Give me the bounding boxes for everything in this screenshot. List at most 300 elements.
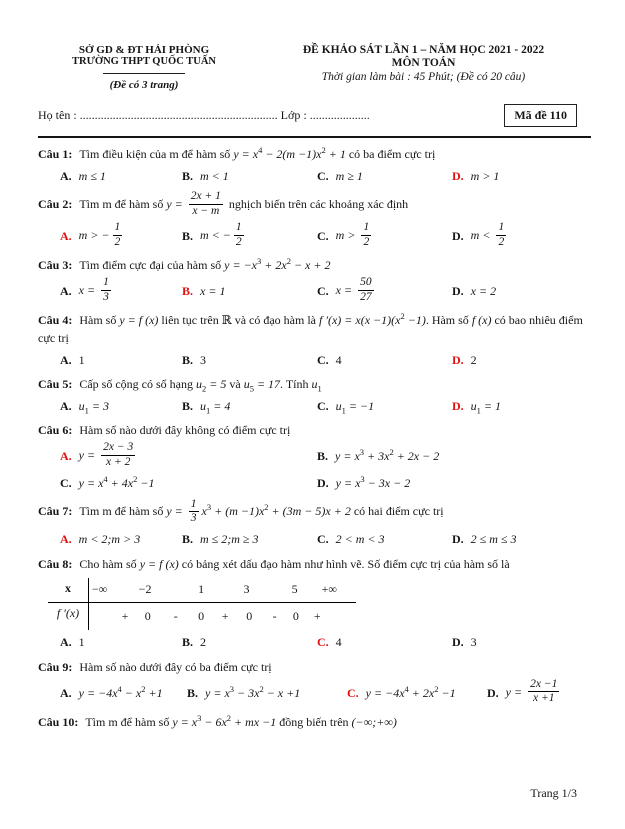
option-B: [187, 679, 347, 707]
math-run: y = −4x: [78, 685, 118, 700]
option-letter: C.: [347, 685, 359, 700]
math-run: x = 1: [200, 284, 226, 299]
option-C: [317, 530, 452, 549]
fraction: [101, 441, 135, 469]
text-run: Tìm m để hàm số: [79, 504, 167, 519]
option-B: [317, 442, 591, 470]
exam-duration: Thời gian làm bài : 45 Phút; (Đề có 20 câu): [321, 71, 526, 83]
name-dots: ..................................................................: [79, 108, 278, 122]
fraction-numerator: 50: [360, 276, 372, 289]
option-letter: B.: [317, 449, 329, 464]
math-run: + (3m − 5)x + 2: [268, 504, 351, 519]
option-B: [182, 396, 317, 415]
option-content: [471, 167, 500, 185]
math-run: x =: [78, 283, 99, 298]
header-left-block: [38, 44, 250, 91]
option-A: [60, 633, 182, 652]
sign-value: 0: [246, 608, 253, 623]
math-run: = −1: [345, 398, 375, 413]
option-content: [79, 222, 126, 250]
sign-value: 0: [292, 608, 299, 623]
text-run: 3: [470, 635, 477, 650]
option-content: [79, 684, 163, 702]
header-right-block: [250, 44, 591, 91]
text-run: 4: [335, 352, 342, 367]
question-number: Câu 5:: [38, 377, 73, 392]
name-line: [38, 108, 370, 123]
fprime-signs: [88, 603, 356, 630]
stem-content: [79, 660, 271, 674]
option-content: [336, 167, 363, 185]
math-run: m >: [335, 227, 359, 242]
exam-subject: MÔN TOÁN: [391, 57, 456, 69]
text-run: 4: [335, 635, 342, 650]
fraction-numerator: 1: [103, 276, 109, 289]
option-letter: D.: [317, 476, 329, 490]
question-stem: [38, 713, 591, 731]
text-run: . Hàm số: [425, 313, 472, 328]
stem-content: [79, 497, 444, 525]
math-run: m ≤ 2;m ≥ 3: [200, 532, 259, 547]
exam-code-box: Mã đề 110: [504, 104, 577, 127]
math-run: u: [335, 398, 342, 413]
text-run: Cho hàm số: [79, 556, 140, 571]
option-B: [182, 166, 317, 185]
superscript: 2: [389, 447, 394, 458]
question-5: [38, 375, 591, 415]
superscript: 2: [400, 311, 405, 322]
math-run: −1: [137, 476, 155, 490]
text-run: 3: [200, 352, 207, 367]
question-stem: [38, 311, 591, 347]
text-run: 2: [200, 635, 207, 650]
name-row: [38, 104, 591, 127]
text-run: Hàm số: [79, 313, 120, 328]
superscript: 4: [117, 683, 122, 694]
option-letter: B.: [182, 352, 194, 367]
math-run: − 2(m −1)x: [262, 147, 322, 161]
text-run: liên tục trên ℝ và có đạo hàm là: [158, 313, 320, 328]
option-letter: D.: [452, 284, 464, 299]
subscript: 1: [206, 405, 211, 416]
fraction-numerator: 1: [235, 221, 242, 234]
sign-value: -: [272, 608, 277, 623]
option-content: [471, 282, 496, 300]
math-run: − 6x: [201, 714, 227, 729]
options-row: [38, 166, 591, 185]
fraction-denominator: 2: [235, 235, 242, 248]
option-letter: B.: [187, 685, 199, 700]
option-content: [79, 474, 155, 492]
text-run: 1: [78, 635, 85, 650]
school-name: TRƯỜNG THPT QUỐC TUẤN: [71, 56, 216, 67]
x-value: 1: [198, 581, 205, 596]
math-run: y = x: [335, 476, 361, 490]
option-content: [336, 633, 342, 651]
option-C: [347, 679, 487, 707]
option-D: [452, 530, 591, 549]
math-run: y = x: [233, 147, 259, 161]
superscript: 4: [258, 145, 263, 155]
superscript: 3: [197, 712, 202, 723]
question-9: [38, 658, 591, 707]
option-D: [317, 474, 591, 493]
superscript: 3: [229, 683, 235, 694]
sign-value: 0: [198, 608, 205, 623]
sign-value: +: [221, 608, 229, 623]
text-run: Tìm điểm cực đại của hàm số: [79, 258, 225, 273]
subscript: 5: [249, 383, 254, 394]
math-run: = 17: [253, 377, 281, 392]
subscript: 2: [202, 383, 207, 394]
math-run: f ′(x) = x(x −1)(x: [319, 313, 401, 328]
text-run: và: [226, 377, 244, 392]
math-run: u: [311, 377, 318, 392]
option-content: [200, 282, 225, 300]
name-label: Họ tên :: [38, 108, 80, 122]
math-run: y =: [166, 196, 186, 211]
questions: [38, 145, 591, 731]
subscript: 1: [476, 405, 481, 416]
option-B: [182, 277, 317, 305]
x-value: 5: [291, 581, 298, 596]
class-label: Lớp :: [277, 108, 310, 122]
math-run: + 1: [325, 147, 346, 161]
question-number: Câu 6:: [38, 423, 73, 438]
fraction-denominator: x + 2: [101, 455, 135, 470]
math-run: u: [78, 398, 85, 413]
fraction: [528, 678, 559, 706]
x-value: 3: [243, 581, 250, 596]
option-letter: D.: [452, 635, 464, 650]
option-content: [205, 684, 300, 702]
option-letter: B.: [182, 635, 194, 650]
subscript: 1: [341, 405, 346, 416]
math-run: x =: [335, 283, 356, 298]
math-run: −1): [404, 313, 426, 328]
math-run: x = 2: [470, 284, 497, 299]
option-B: [182, 530, 317, 549]
sign-value: -: [173, 608, 178, 623]
superscript: 2: [264, 502, 269, 513]
superscript: 2: [286, 256, 291, 267]
option-D: [452, 350, 591, 369]
math-run: + 4x: [107, 476, 134, 490]
superscript: 2: [321, 145, 326, 155]
option-A: [60, 277, 182, 305]
options-row: [38, 530, 591, 549]
math-run: m <: [470, 227, 494, 242]
math-run: = 1: [480, 398, 502, 413]
option-C: [317, 396, 452, 415]
option-A: [60, 396, 182, 415]
fraction-denominator: 2: [114, 235, 121, 248]
superscript: 4: [404, 683, 409, 694]
math-run: y = −4x: [365, 685, 405, 700]
option-letter: C.: [317, 284, 329, 299]
option-letter: A.: [60, 168, 72, 183]
sign-table-x-row: [48, 578, 356, 603]
fraction-numerator: 2x + 1: [190, 190, 221, 202]
math-run: 2 < m < 3: [335, 532, 385, 547]
option-D: [487, 679, 591, 707]
option-letter: A.: [60, 398, 72, 413]
math-run: − x: [121, 685, 142, 700]
option-content: [506, 679, 563, 707]
option-content: [336, 351, 342, 369]
math-run: y = x: [205, 685, 230, 700]
question-stem: [38, 256, 591, 274]
math-run: m < −: [200, 227, 231, 242]
options-row: [38, 679, 591, 707]
question-stem: [38, 375, 591, 393]
sign-table-fprime-row: [48, 603, 356, 630]
question-number: Câu 9:: [38, 659, 73, 674]
question-number: Câu 2:: [38, 196, 73, 211]
option-A: [60, 679, 187, 707]
stem-content: [79, 190, 409, 217]
math-run: m > 1: [470, 168, 500, 183]
fraction: [234, 221, 244, 249]
math-run: y =: [505, 684, 526, 699]
math-run: − x +1: [263, 685, 301, 700]
text-run: 1: [78, 352, 85, 367]
math-run: m < 1: [200, 168, 229, 183]
text-run: 2: [470, 352, 477, 367]
option-content: [200, 222, 247, 250]
fraction-denominator: 27: [360, 290, 372, 303]
option-letter: B.: [182, 398, 194, 413]
option-B: [182, 222, 317, 250]
option-A: [60, 530, 182, 549]
option-letter: D.: [452, 229, 464, 244]
option-content: [366, 684, 456, 702]
option-content: [200, 530, 259, 548]
page-number: Trang 1/3: [530, 786, 577, 800]
option-content: [335, 447, 439, 465]
option-letter: A.: [60, 532, 72, 547]
stem-content: [38, 313, 583, 345]
option-content: [79, 530, 141, 548]
question-stem: [38, 499, 591, 527]
option-D: [452, 633, 591, 652]
question-7: [38, 499, 591, 549]
fprime-label: f ′(x): [56, 605, 80, 620]
question-1: [38, 145, 591, 185]
options-row: [38, 633, 591, 652]
exam-header: [38, 44, 591, 91]
math-run: u: [243, 377, 250, 392]
x-value: −∞: [92, 581, 108, 596]
question-number: Câu 3:: [38, 258, 73, 273]
option-content: [79, 351, 85, 369]
math-run: u: [470, 398, 477, 413]
stem-content: [79, 377, 322, 394]
fraction-denominator: 2: [498, 235, 505, 248]
math-run: m ≤ 1: [78, 168, 106, 183]
fraction-denominator: x +1: [528, 691, 559, 706]
option-content: [79, 633, 85, 651]
math-run: y = x: [78, 476, 104, 490]
text-run: có bao nhiêu điểm cực trị: [38, 313, 583, 346]
math-run: y = x: [335, 449, 360, 464]
option-content: [471, 530, 517, 548]
option-letter: A.: [60, 449, 72, 464]
options-row: [38, 350, 591, 369]
option-C: [317, 277, 452, 305]
stem-content: [79, 147, 435, 161]
math-run: = 3: [88, 398, 110, 413]
fraction: [189, 190, 223, 218]
fraction-numerator: 2x −1: [530, 677, 558, 690]
option-letter: D.: [452, 398, 464, 413]
fraction: [101, 276, 111, 304]
question-number: Câu 10:: [38, 714, 79, 729]
option-content: [471, 222, 510, 250]
math-run: y = f (x): [139, 556, 179, 571]
math-run: y =: [166, 504, 186, 519]
option-letter: D.: [452, 352, 464, 367]
math-run: x: [201, 504, 207, 519]
fraction-denominator: x − m: [189, 204, 223, 219]
math-run: = 4: [210, 398, 231, 413]
options-row: [38, 396, 591, 415]
fraction-denominator: 3: [103, 290, 109, 303]
math-run: (−∞;+∞): [351, 714, 397, 729]
subscript: 1: [317, 383, 322, 394]
fraction: [358, 276, 374, 304]
question-stem: [38, 555, 591, 573]
option-content: [200, 397, 230, 415]
text-run: có ba điểm cực trị: [345, 147, 436, 161]
fraction: [189, 498, 199, 526]
math-run: y = x: [172, 714, 198, 729]
option-D: [452, 222, 591, 250]
text-run: Hàm số nào dưới đây không có điểm cực trị: [79, 423, 291, 438]
superscript: 2: [259, 683, 264, 694]
option-content: [471, 351, 477, 369]
option-content: [336, 397, 374, 415]
option-letter: D.: [452, 532, 464, 547]
math-run: + 3x: [364, 449, 390, 464]
options-row: [38, 277, 591, 305]
x-value: +∞: [321, 581, 337, 596]
superscript: 2: [226, 712, 232, 723]
sign-value: 0: [144, 608, 151, 623]
math-run: −1: [438, 685, 456, 700]
question-stem: [38, 191, 591, 219]
fraction-denominator: 3: [190, 512, 197, 525]
option-content: [200, 351, 206, 369]
x-values: [88, 578, 356, 602]
text-run: nghịch biến trên các khoảng xác định: [225, 196, 409, 211]
exam-title: ĐỀ KHẢO SÁT LẦN 1 – NĂM HỌC 2021 - 2022: [302, 44, 545, 56]
stem-content: [85, 712, 397, 729]
math-run: + mx −1: [231, 714, 277, 729]
option-letter: B.: [182, 168, 194, 183]
math-run: u: [196, 377, 202, 392]
option-content: [471, 633, 477, 651]
pages-note: (Đề có 3 trang): [109, 79, 179, 91]
math-run: u: [200, 398, 207, 413]
option-A: [60, 442, 317, 470]
option-letter: A.: [60, 635, 72, 650]
question-3: [38, 256, 591, 305]
text-run: đồng biến trên: [276, 714, 352, 729]
math-run: + 2x: [408, 685, 435, 700]
option-letter: C.: [317, 352, 329, 367]
option-letter: C.: [317, 168, 329, 183]
option-C: [317, 166, 452, 185]
fraction: [496, 221, 506, 249]
option-content: [79, 167, 106, 185]
option-content: [336, 474, 411, 492]
option-A: [60, 222, 182, 250]
sign-value: +: [121, 608, 129, 623]
superscript: 3: [257, 256, 262, 267]
question-stem: [38, 421, 591, 439]
option-B: [182, 633, 317, 652]
superscript: 2: [141, 683, 146, 694]
class-dots: ....................: [309, 108, 370, 122]
option-letter: C.: [317, 229, 329, 244]
text-run: có hai điểm cực trị: [350, 504, 444, 519]
superscript: 3: [359, 447, 365, 458]
option-content: [336, 530, 385, 548]
x-value: −2: [138, 581, 152, 596]
options-row: [38, 222, 591, 250]
math-run: − 3x: [234, 685, 260, 700]
question-number: Câu 8:: [38, 556, 73, 571]
fraction-numerator: 1: [114, 221, 121, 234]
option-letter: A.: [60, 352, 72, 367]
option-C: [317, 633, 452, 652]
question-stem: [38, 145, 591, 163]
text-run: Tìm điều kiện của m để hàm số: [79, 147, 234, 161]
stem-content: [79, 557, 509, 571]
question-number: Câu 4:: [38, 313, 73, 328]
option-D: [452, 396, 591, 415]
math-run: − 3x − 2: [364, 476, 411, 490]
option-content: [471, 397, 501, 415]
sign-value: +: [313, 608, 321, 623]
option-C: [317, 222, 452, 250]
text-run: có bảng xét dấu đạo hàm như hình vẽ. Số điểm cực trị của hàm số là: [178, 556, 510, 571]
question-6: [38, 421, 591, 492]
math-run: m ≥ 1: [335, 168, 363, 183]
fraction: [113, 221, 123, 249]
superscript: 3: [360, 474, 365, 484]
question-2: [38, 191, 591, 250]
question-number: Câu 7:: [38, 504, 73, 519]
options-row: [38, 442, 591, 492]
math-run: = 5: [206, 377, 227, 392]
option-letter: C.: [60, 476, 72, 490]
stem-content: [79, 258, 330, 272]
option-C: [60, 474, 317, 493]
option-letter: A.: [60, 229, 72, 244]
text-run: . Tính: [280, 377, 312, 392]
question-stem: [38, 658, 591, 676]
option-content: [200, 633, 206, 651]
header-divider: [38, 136, 591, 138]
question-number: Câu 1:: [38, 147, 73, 161]
option-letter: A.: [60, 685, 72, 700]
option-letter: D.: [452, 168, 464, 183]
sign-table: [48, 578, 356, 630]
superscript: 3: [206, 502, 212, 513]
option-A: [60, 166, 182, 185]
